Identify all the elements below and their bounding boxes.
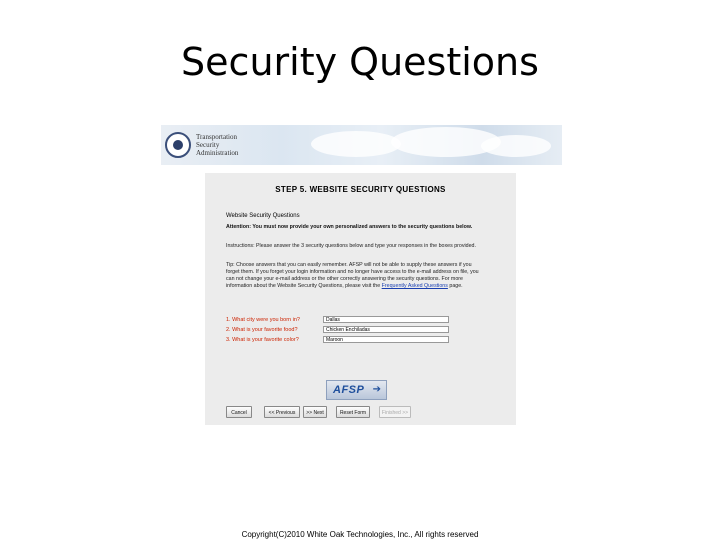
question-1-label: 1. What city were you born in?: [226, 317, 300, 323]
previous-button[interactable]: << Previous: [264, 406, 300, 418]
reset-form-button[interactable]: Reset Form: [336, 406, 370, 418]
faq-link[interactable]: Frequently Asked Questions: [381, 283, 448, 289]
agency-name: Transportation Security Administration: [196, 133, 239, 157]
slide-title: Security Questions: [181, 40, 539, 84]
answer-1-input[interactable]: Dallas: [323, 316, 449, 323]
instructions-text: Instructions: Please answer the 3 security questions below and type your responses in the boxes provided.: [226, 243, 476, 249]
cancel-button[interactable]: Cancel: [226, 406, 252, 418]
finished-button[interactable]: Finished >>: [379, 406, 411, 418]
dhs-seal-icon: [165, 132, 191, 158]
step-title: STEP 5. WEBSITE SECURITY QUESTIONS: [275, 185, 446, 194]
airplane-arrow-icon: ➔: [372, 384, 381, 395]
header-banner: [161, 125, 562, 165]
security-questions-panel: [205, 173, 516, 425]
question-3-label: 3. What is your favorite color?: [226, 337, 299, 343]
question-2-label: 2. What is your favorite food?: [226, 327, 298, 333]
afsp-logo: AFSP ➔: [326, 380, 387, 400]
copyright-text: Copyright(C)2010 White Oak Technologies, Inc., All rights reserved: [241, 530, 479, 539]
answer-2-input[interactable]: Chicken Enchiladas: [323, 326, 449, 333]
tip-text: Tip: Choose answers that you can easily remember. AFSP will not be able to supply these answers if you forget them. If you forget your login information and no longer have access to the e-mail address on file, you can not change your e-mail address or the other correctly answering the security questions. For more information about the Website Security Questions, please visit the Frequently Asked Questions page.: [226, 262, 479, 289]
screenshot-frame: [161, 125, 562, 440]
next-button[interactable]: >> Next: [303, 406, 327, 418]
attention-text: Attention: You must now provide your own personalized answers to the security questions below.: [226, 224, 473, 230]
section-heading: Website Security Questions: [226, 213, 300, 219]
answer-3-input[interactable]: Maroon: [323, 336, 449, 343]
